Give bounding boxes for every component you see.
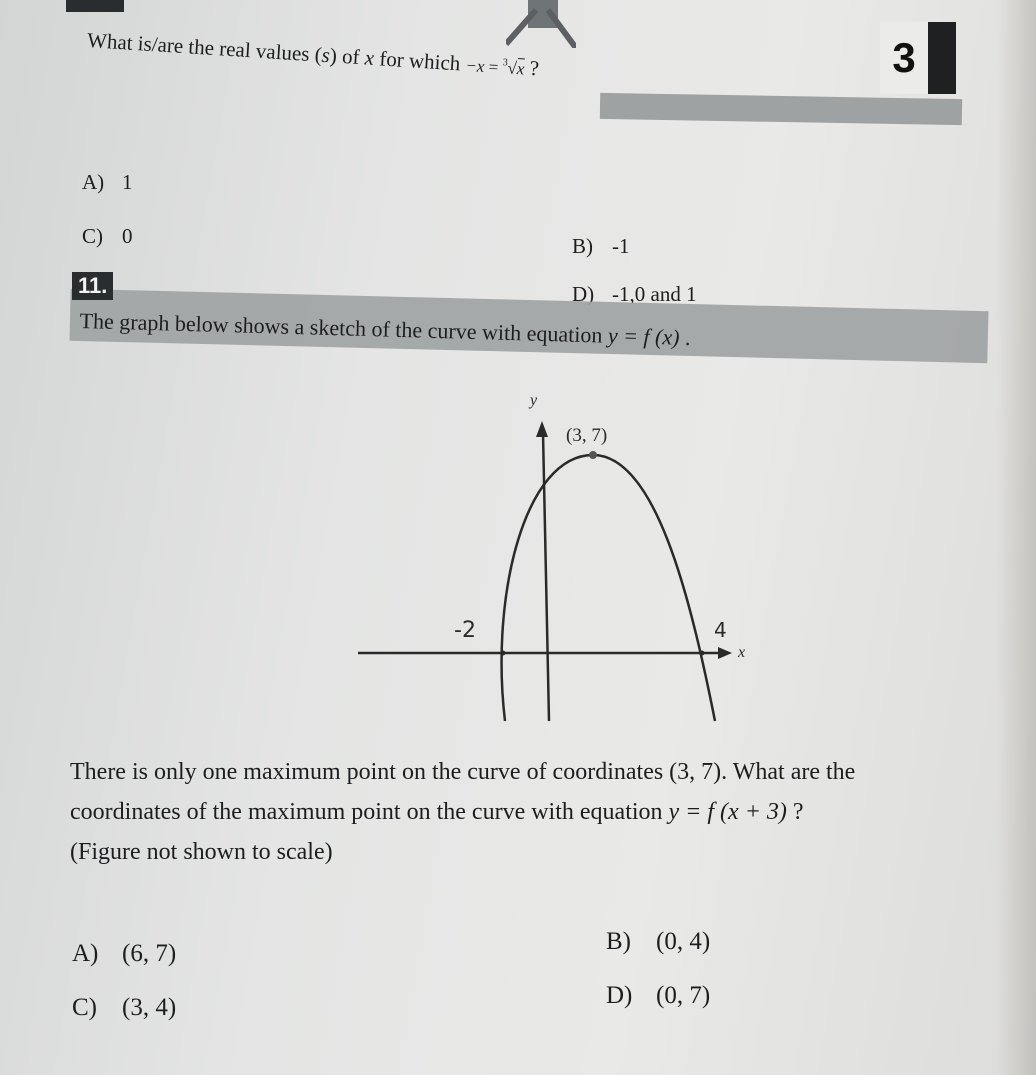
page-edge-shadow <box>996 0 1036 1075</box>
y-axis-label: y <box>530 392 538 409</box>
q10-option-a[interactable]: A) 1 <box>82 170 133 194</box>
left-root-label: -2 <box>454 618 476 643</box>
page-badge <box>880 22 956 94</box>
q10-option-c[interactable]: C) 0 <box>82 224 133 248</box>
body-line-2: coordinates of the maximum point on the curve with equation y = f (x + 3) ? <box>70 799 804 825</box>
question-10-band <box>600 93 962 125</box>
y-axis <box>543 433 549 721</box>
q11-option-c[interactable]: C) (3, 4) <box>72 994 177 1021</box>
right-root-point <box>700 651 705 656</box>
q11-option-a[interactable]: A) (6, 7) <box>72 940 177 967</box>
binder-clip-icon <box>506 0 576 48</box>
x-axis-arrow-icon <box>718 647 732 659</box>
curve-sketch-graph <box>350 385 770 730</box>
q11-option-d[interactable]: D) (0, 7) <box>606 982 711 1009</box>
right-root-label: 4 <box>714 618 727 642</box>
maximum-point-label: (3, 7) <box>566 425 608 446</box>
question-10-prompt: What is/are the real values (s) of x for which −x = $^3$√x ? <box>86 28 540 81</box>
page-badge-number: 3 <box>880 22 928 94</box>
parabola-curve <box>502 455 715 721</box>
q10-option-d[interactable]: D) -1,0 and 1 <box>572 282 697 306</box>
y-axis-arrow-icon <box>536 421 548 437</box>
q10-option-b[interactable]: B) -1 <box>572 234 630 258</box>
x-axis-label: x <box>738 644 746 661</box>
question-11-prompt: The graph below shows a sketch of the curve with equation y = f (x) . <box>79 308 691 351</box>
body-line-3: (Figure not shown to scale) <box>70 839 333 865</box>
question-10-number-fragment <box>66 0 124 12</box>
q11-option-b[interactable]: B) (0, 4) <box>606 928 711 955</box>
body-line-1: There is only one maximum point on the curve of coordinates (3, 7). What are the <box>70 759 856 785</box>
left-root-point <box>501 651 506 656</box>
question-11-body <box>70 752 1020 872</box>
question-11-number: 11. <box>72 272 113 300</box>
maximum-point <box>589 451 597 459</box>
